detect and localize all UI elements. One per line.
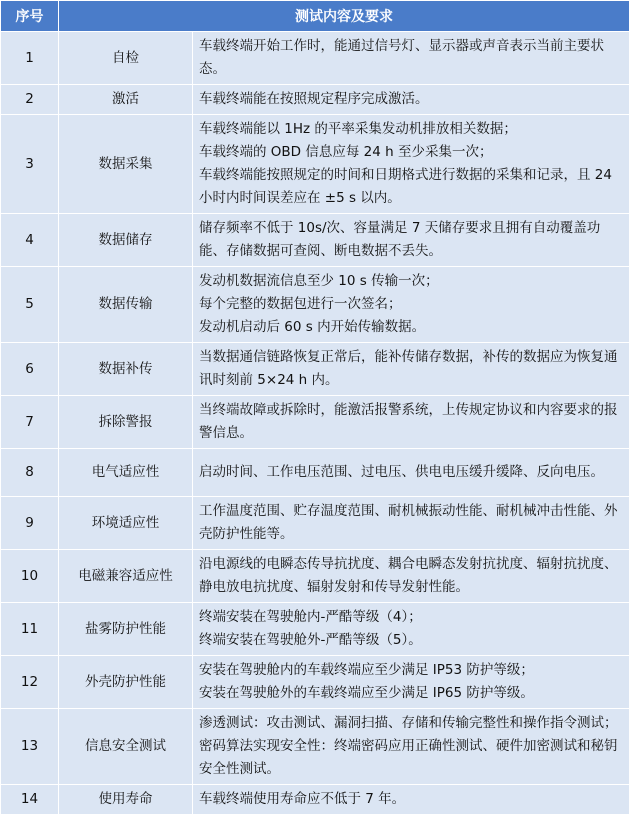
table-row <box>1 214 629 267</box>
row-serial-number: 1 <box>1 32 59 85</box>
row-requirement <box>193 396 629 449</box>
row-test-item: 信息安全测试 <box>59 709 193 785</box>
row-requirement <box>193 214 629 267</box>
table-row <box>1 267 629 343</box>
requirement-line: 储存频率不低于 10s/次、容量满足 7 天储存要求且拥有自动覆盖功能、存储数据可查阅、断电数据不丢失。 <box>199 217 623 263</box>
header-row <box>1 1 629 32</box>
row-test-item: 环境适应性 <box>59 497 193 550</box>
row-requirement <box>193 603 629 656</box>
table-row <box>1 550 629 603</box>
row-requirement <box>193 115 629 214</box>
row-requirement <box>193 656 629 709</box>
requirement-line: 发动机启动后 60 s 内开始传输数据。 <box>199 316 623 339</box>
header-test-content: 测试内容及要求 <box>59 1 629 32</box>
row-requirement <box>193 32 629 85</box>
requirement-line: 当终端故障或拆除时，能激活报警系统，上传规定协议和内容要求的报警信息。 <box>199 399 623 445</box>
row-test-item: 数据补传 <box>59 343 193 396</box>
row-requirement <box>193 709 629 785</box>
requirement-line: 沿电源线的电瞬态传导抗扰度、耦合电瞬态发射抗扰度、辐射抗扰度、静电放电抗扰度、辐射发射和传导发射性能。 <box>199 553 623 599</box>
row-requirement <box>193 343 629 396</box>
table-row <box>1 115 629 214</box>
row-serial-number: 13 <box>1 709 59 785</box>
row-test-item: 外壳防护性能 <box>59 656 193 709</box>
row-serial-number: 7 <box>1 396 59 449</box>
row-test-item: 数据传输 <box>59 267 193 343</box>
row-serial-number: 11 <box>1 603 59 656</box>
row-requirement <box>193 85 629 115</box>
requirement-line: 车载终端能按照规定的时间和日期格式进行数据的采集和记录，且 24 小时内时间误差应在 ±5 s 以内。 <box>199 164 623 210</box>
row-serial-number: 14 <box>1 785 59 815</box>
requirement-line: 渗透测试：攻击测试、漏洞扫描、存储和传输完整性和操作指令测试； <box>199 712 623 735</box>
row-serial-number: 2 <box>1 85 59 115</box>
requirement-line: 车载终端开始工作时，能通过信号灯、显示器或声音表示当前主要状态。 <box>199 35 623 81</box>
requirement-line: 安装在驾驶舱外的车载终端应至少满足 IP65 防护等级。 <box>199 682 623 705</box>
row-test-item: 使用寿命 <box>59 785 193 815</box>
requirement-line: 车载终端使用寿命应不低于 7 年。 <box>199 788 623 811</box>
row-serial-number: 5 <box>1 267 59 343</box>
table-row <box>1 656 629 709</box>
row-requirement <box>193 267 629 343</box>
row-serial-number: 9 <box>1 497 59 550</box>
row-test-item: 拆除警报 <box>59 396 193 449</box>
requirement-line: 车载终端的 OBD 信息应每 24 h 至少采集一次； <box>199 141 623 164</box>
requirement-line: 每个完整的数据包进行一次签名； <box>199 293 623 316</box>
table-body <box>1 32 629 815</box>
requirement-line: 密码算法实现安全性：终端密码应用正确性测试、硬件加密测试和秘钥安全性测试。 <box>199 735 623 781</box>
table-header <box>1 1 629 32</box>
requirement-line: 工作温度范围、贮存温度范围、耐机械振动性能、耐机械冲击性能、外壳防护性能等。 <box>199 500 623 546</box>
header-serial-number: 序号 <box>1 1 59 32</box>
table-row <box>1 32 629 85</box>
requirement-line: 车载终端能在按照规定程序完成激活。 <box>199 88 623 111</box>
row-test-item: 盐雾防护性能 <box>59 603 193 656</box>
table-row <box>1 603 629 656</box>
row-serial-number: 3 <box>1 115 59 214</box>
row-serial-number: 12 <box>1 656 59 709</box>
table-row <box>1 85 629 115</box>
requirement-line: 当数据通信链路恢复正常后，能补传储存数据，补传的数据应为恢复通讯时刻前 5×24 h 内。 <box>199 346 623 392</box>
row-serial-number: 6 <box>1 343 59 396</box>
row-serial-number: 4 <box>1 214 59 267</box>
requirement-line: 车载终端能以 1Hz 的平率采集发动机排放相关数据； <box>199 118 623 141</box>
table-row <box>1 343 629 396</box>
requirement-line: 启动时间、工作电压范围、过电压、供电电压缓升缓降、反向电压。 <box>199 461 623 484</box>
row-requirement <box>193 497 629 550</box>
table-row <box>1 709 629 785</box>
requirement-line: 发动机数据流信息至少 10 s 传输一次； <box>199 270 623 293</box>
row-requirement <box>193 550 629 603</box>
requirement-line: 终端安装在驾驶舱外-严酷等级（5）。 <box>199 629 623 652</box>
row-serial-number: 10 <box>1 550 59 603</box>
row-test-item: 电磁兼容适应性 <box>59 550 193 603</box>
table-row <box>1 449 629 497</box>
row-requirement <box>193 449 629 497</box>
table-row <box>1 497 629 550</box>
requirement-line: 安装在驾驶舱内的车载终端应至少满足 IP53 防护等级； <box>199 659 623 682</box>
table-row <box>1 396 629 449</box>
row-serial-number: 8 <box>1 449 59 497</box>
requirement-line: 终端安装在驾驶舱内-严酷等级（4）； <box>199 606 623 629</box>
row-test-item: 激活 <box>59 85 193 115</box>
row-test-item: 数据采集 <box>59 115 193 214</box>
row-test-item: 电气适应性 <box>59 449 193 497</box>
row-test-item: 自检 <box>59 32 193 85</box>
row-test-item: 数据储存 <box>59 214 193 267</box>
